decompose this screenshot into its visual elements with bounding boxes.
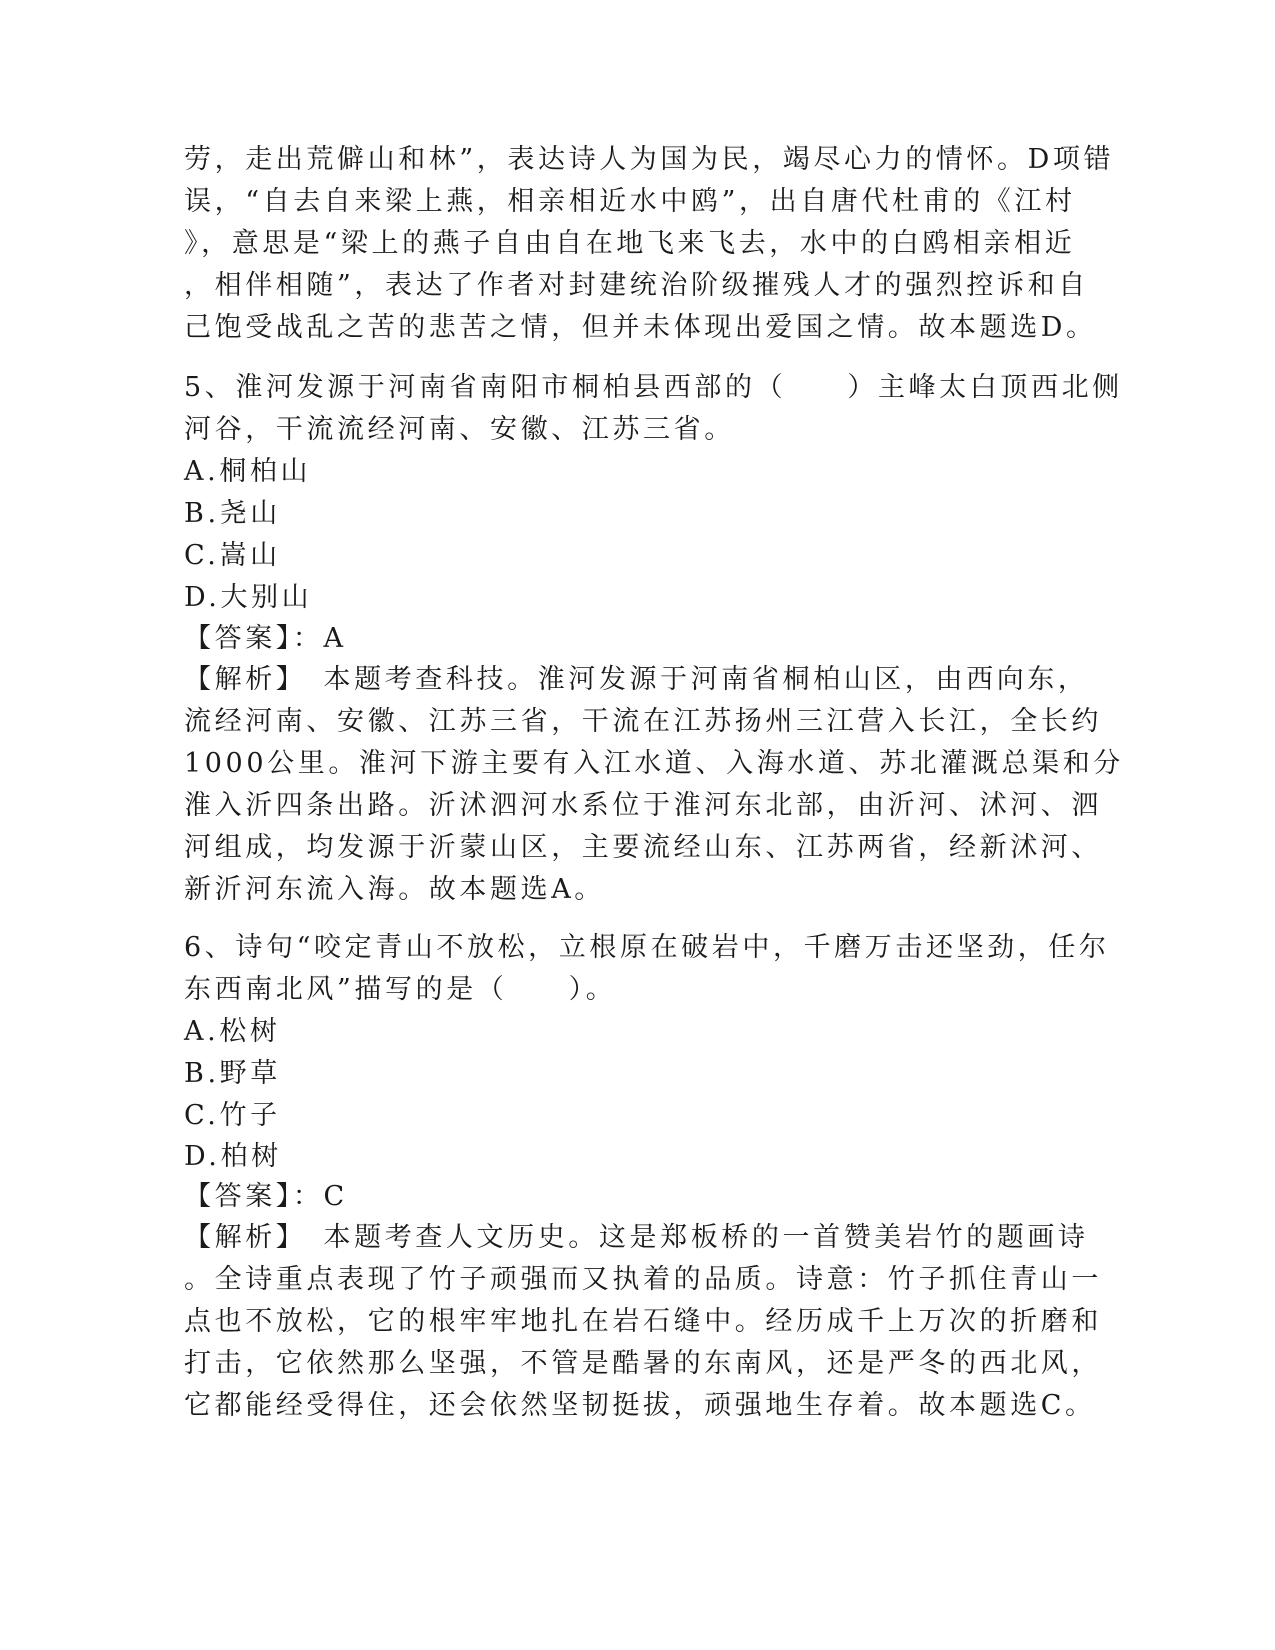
- analysis-line: 流经河南、安徽、江苏三省，干流在江苏扬州三江营入长江，全长约: [184, 706, 1102, 737]
- question-stem: 5、淮河发源于河南省南阳市桐柏县西部的（ ）主峰太白顶西北侧: [184, 372, 1123, 403]
- text-line: 》，意思是“梁上的燕子自由自在地飞来飞去，水中的白鸥相亲相近: [184, 228, 1076, 259]
- analysis-line: 。全诗重点表现了竹子顽强而又执着的品质。诗意：竹子抓住青山一: [184, 1264, 1102, 1295]
- text-line: 己饱受战乱之苦的悲苦之情，但并未体现出爱国之情。故本题选D。: [184, 312, 1097, 343]
- text-line: 劳，走出荒僻山和林”，表达诗人为国为民，竭尽心力的情怀。D项错: [184, 144, 1115, 175]
- analysis-line: 打击，它依然那么坚强，不管是酷暑的东南风，还是严冬的西北风，: [184, 1348, 1102, 1379]
- question-stem: 6、诗句“咬定青山不放松，立根原在破岩中，千磨万击还坚劲，任尔: [184, 932, 1110, 963]
- option-c: C.嵩山: [184, 540, 281, 571]
- analysis-line: 【解析】 本题考查人文历史。这是郑板桥的一首赞美岩竹的题画诗: [184, 1222, 1089, 1253]
- option-a: A.桐柏山: [184, 456, 312, 487]
- option-d: D.柏树: [184, 1141, 282, 1172]
- answer-line: 【答案】：A: [184, 623, 347, 654]
- question-stem: 河谷，干流流经河南、安徽、江苏三省。: [184, 414, 735, 445]
- analysis-line: 新沂河东流入海。故本题选A。: [184, 874, 605, 905]
- option-a: A.松树: [184, 1016, 281, 1047]
- analysis-line: 【解析】 本题考查科技。淮河发源于河南省桐柏山区，由西向东，: [184, 664, 1089, 695]
- analysis-line: 河组成，均发源于沂蒙山区，主要流经山东、江苏两省，经新沭河、: [184, 832, 1102, 863]
- answer-line: 【答案】：C: [184, 1181, 348, 1212]
- option-b: B.尧山: [184, 498, 281, 529]
- option-b: B.野草: [184, 1058, 281, 1089]
- analysis-line: 淮入沂四条出路。沂沭泗河水系位于淮河东北部，由沂河、沭河、泗: [184, 790, 1102, 821]
- text-line: 误，“自去自来梁上燕，相亲相近水中鸥”，出自唐代杜甫的《江村: [184, 186, 1076, 217]
- analysis-line: 它都能经受得住，还会依然坚韧挺拔，顽强地生存着。故本题选C。: [184, 1390, 1096, 1421]
- text-line: ，相伴相随”，表达了作者对封建统治阶级摧残人才的强烈控诉和自: [184, 270, 1089, 301]
- analysis-line: 1000公里。淮河下游主要有入江水道、入海水道、苏北灌溉总渠和分: [184, 748, 1124, 779]
- option-c: C.竹子: [184, 1100, 281, 1131]
- analysis-line: 点也不放松，它的根牢牢地扎在岩石缝中。经历成千上万次的折磨和: [184, 1306, 1102, 1337]
- question-stem: 东西南北风”描写的是（ ）。: [184, 974, 617, 1005]
- option-d: D.大别山: [184, 582, 313, 613]
